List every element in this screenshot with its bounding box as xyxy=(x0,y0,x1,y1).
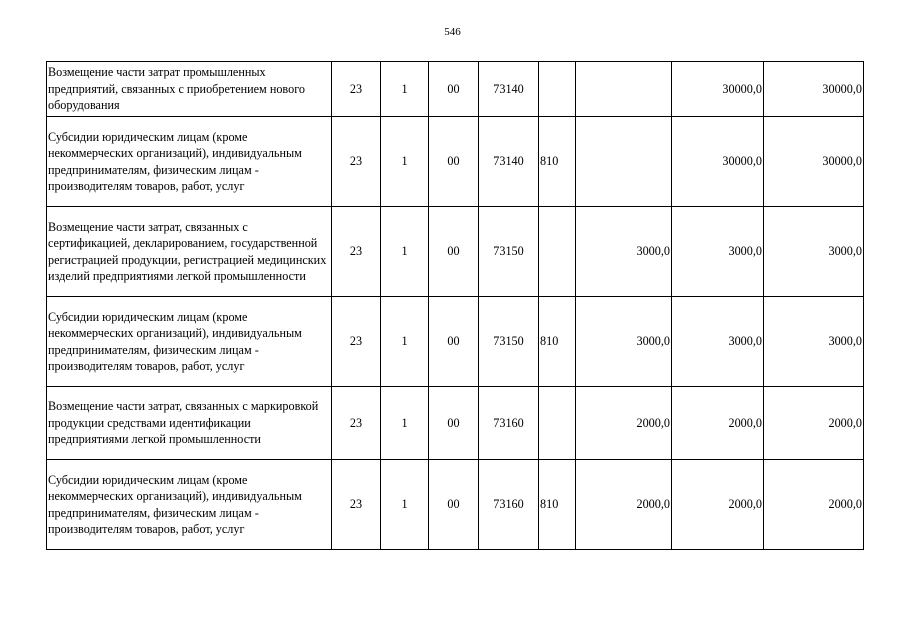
direction-code: 73140 xyxy=(479,117,539,207)
program-code: 1 xyxy=(381,62,429,117)
table-row xyxy=(47,387,864,460)
amount-2: 30000,0 xyxy=(672,62,764,117)
amount-3: 30000,0 xyxy=(764,117,864,207)
subprogram-code: 00 xyxy=(429,387,479,460)
direction-code: 73140 xyxy=(479,62,539,117)
program-code: 1 xyxy=(381,387,429,460)
amount-2: 3000,0 xyxy=(672,207,764,297)
expense-type-code: 810 xyxy=(539,460,576,550)
direction-code: 73150 xyxy=(479,297,539,387)
amount-3: 3000,0 xyxy=(764,207,864,297)
subprogram-code: 00 xyxy=(429,207,479,297)
amount-1: 2000,0 xyxy=(576,387,672,460)
table-row xyxy=(47,117,864,207)
direction-code: 73160 xyxy=(479,387,539,460)
program-code: 1 xyxy=(381,297,429,387)
subprogram-code: 00 xyxy=(429,297,479,387)
program-code: 1 xyxy=(381,207,429,297)
row-description: Субсидии юридическим лицам (кроме некоммерческих организаций), индивидуальным предпринимателям, физическим лицам - производителям товаров, работ, услуг xyxy=(47,117,332,207)
subprogram-code: 00 xyxy=(429,117,479,207)
amount-3: 2000,0 xyxy=(764,460,864,550)
amount-2: 3000,0 xyxy=(672,297,764,387)
ministry-code: 23 xyxy=(332,297,381,387)
amount-2: 2000,0 xyxy=(672,460,764,550)
table-row xyxy=(47,207,864,297)
page-number: 546 xyxy=(444,26,461,38)
ministry-code: 23 xyxy=(332,387,381,460)
amount-1 xyxy=(576,62,672,117)
table-body xyxy=(47,62,864,550)
amount-1: 3000,0 xyxy=(576,297,672,387)
table-row xyxy=(47,62,864,117)
expense-type-code xyxy=(539,62,576,117)
ministry-code: 23 xyxy=(332,117,381,207)
table-row xyxy=(47,460,864,550)
amount-2: 30000,0 xyxy=(672,117,764,207)
amount-3: 2000,0 xyxy=(764,387,864,460)
amount-1: 3000,0 xyxy=(576,207,672,297)
expense-type-code xyxy=(539,387,576,460)
subprogram-code: 00 xyxy=(429,62,479,117)
ministry-code: 23 xyxy=(332,62,381,117)
amount-1: 2000,0 xyxy=(576,460,672,550)
amount-3: 3000,0 xyxy=(764,297,864,387)
subprogram-code: 00 xyxy=(429,460,479,550)
amount-3: 30000,0 xyxy=(764,62,864,117)
ministry-code: 23 xyxy=(332,460,381,550)
budget-table xyxy=(46,61,864,550)
direction-code: 73150 xyxy=(479,207,539,297)
amount-2: 2000,0 xyxy=(672,387,764,460)
row-description: Возмещение части затрат промышленных предприятий, связанных с приобретением нового оборудования xyxy=(47,62,332,117)
table-row xyxy=(47,297,864,387)
expense-type-code: 810 xyxy=(539,297,576,387)
row-description: Субсидии юридическим лицам (кроме некоммерческих организаций), индивидуальным предпринимателям, физическим лицам - производителям товаров, работ, услуг xyxy=(47,460,332,550)
ministry-code: 23 xyxy=(332,207,381,297)
row-description: Возмещение части затрат, связанных с сертификацией, декларированием, государственной регистрацией продукции, регистрацией медицинских изделий предприятиями легкой промышленности xyxy=(47,207,332,297)
program-code: 1 xyxy=(381,460,429,550)
row-description: Субсидии юридическим лицам (кроме некоммерческих организаций), индивидуальным предпринимателям, физическим лицам - производителям товаров, работ, услуг xyxy=(47,297,332,387)
expense-type-code: 810 xyxy=(539,117,576,207)
amount-1 xyxy=(576,117,672,207)
direction-code: 73160 xyxy=(479,460,539,550)
program-code: 1 xyxy=(381,117,429,207)
expense-type-code xyxy=(539,207,576,297)
row-description: Возмещение части затрат, связанных с маркировкой продукции средствами идентификации предприятиями легкой промышленности xyxy=(47,387,332,460)
